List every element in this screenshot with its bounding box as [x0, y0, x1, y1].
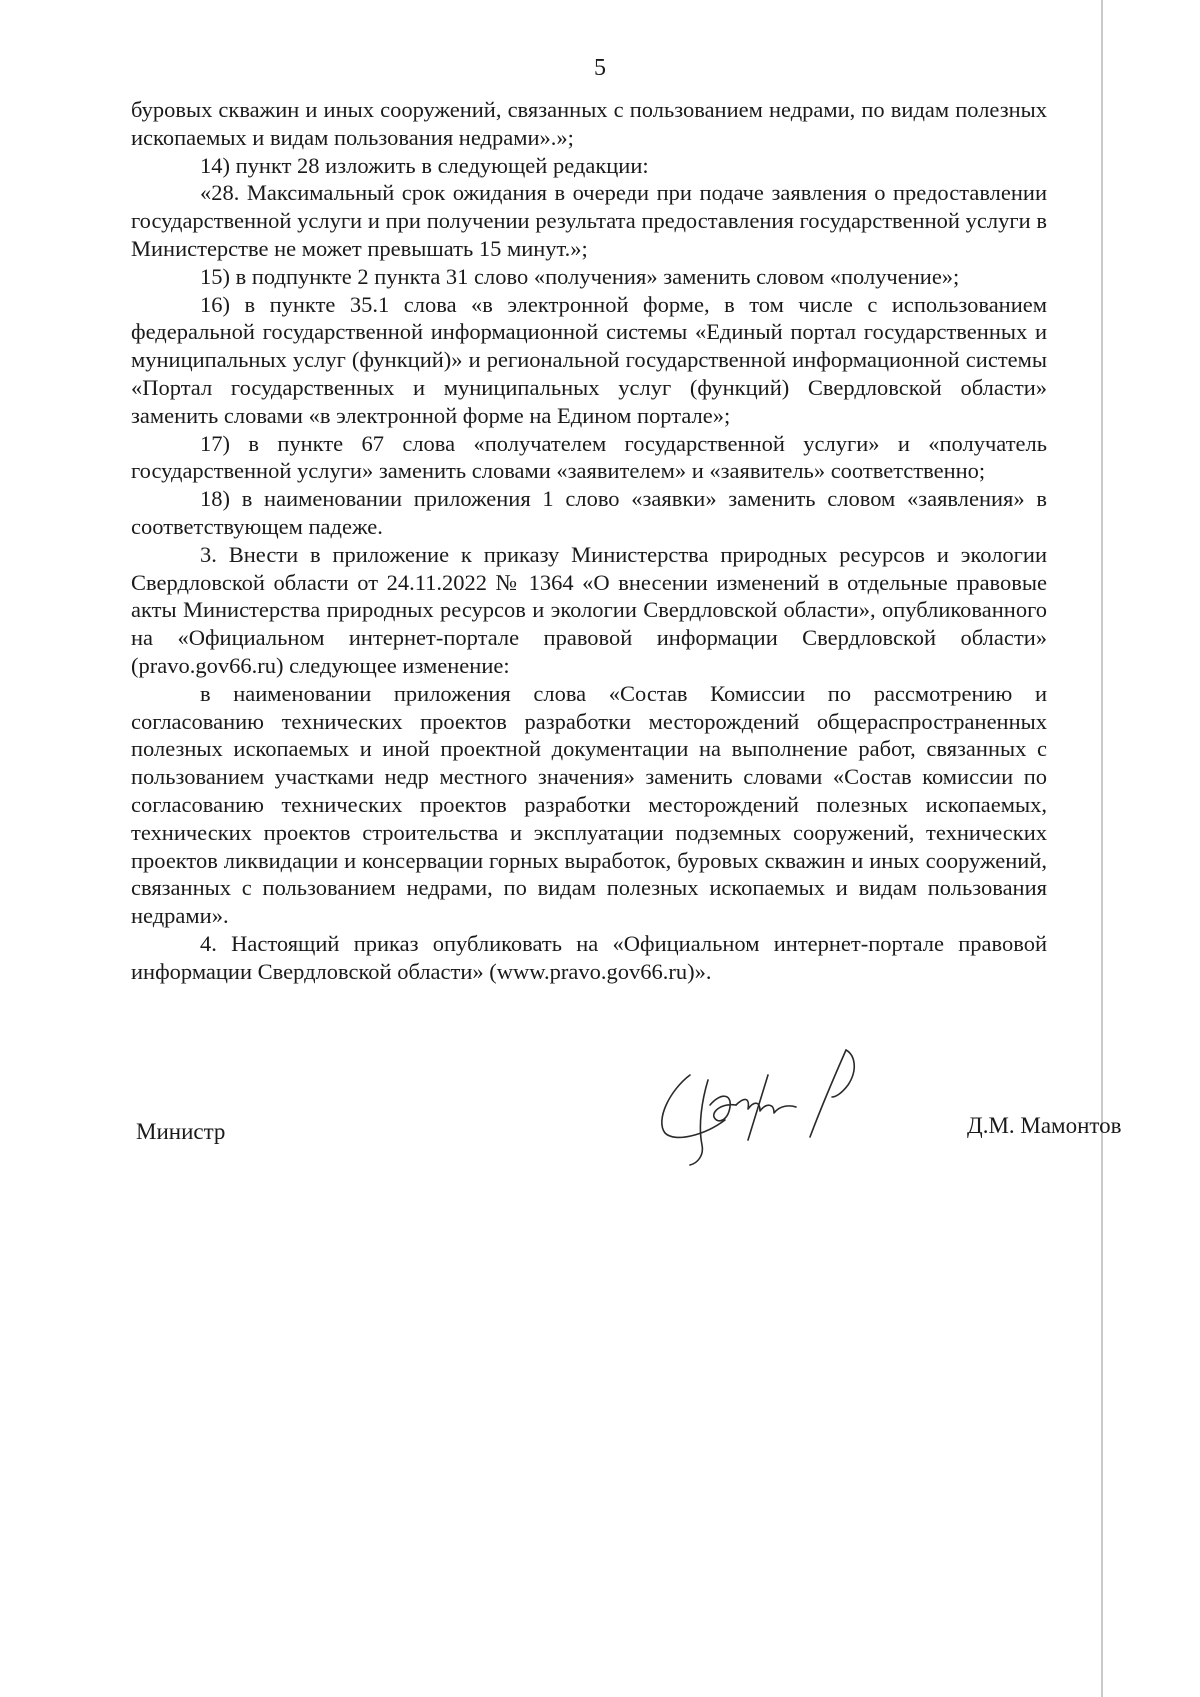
paragraph-item-16: 16) в пункте 35.1 слова «в электронной форме, в том числе с использованием федеральной государственной информационной системы «Единый портал государственных и муниципальных услуг (функций)» и региональной государственной информационной системы «Портал государственных и муниципальных услуг (функций) Свердловской области» заменить словами «в электронной форме на Едином портале»; [131, 291, 1047, 428]
scan-fold-line [1101, 0, 1103, 1697]
paragraph-item-28: «28. Максимальный срок ожидания в очереди при подаче заявления о предоставлении государственной услуги и при получении результата предоставления государственной услуги в Министерстве не может превышать 15 минут.»; [131, 180, 1047, 261]
paragraph-item-15: 15) в подпункте 2 пункта 31 слово «получения» заменить словом «получение»; [200, 263, 960, 289]
paragraph-continuation: буровых скважин и иных сооружений, связанных с пользованием недрами, по видам полезных ископаемых и видам пользования недрами».»; [131, 97, 1047, 150]
paragraph-section-4: 4. Настоящий приказ опубликовать на «Официальном интернет-портале правовой информации Свердловской области» (www.pravo.gov66.ru)». [131, 930, 1047, 984]
paragraph-item-14: 14) пункт 28 изложить в следующей редакции: [200, 152, 649, 178]
document-body [131, 96, 1047, 986]
page-number: 5 [594, 55, 606, 81]
handwritten-signature [650, 1045, 930, 1175]
signatory-title: Министр [136, 1119, 226, 1144]
paragraph-item-17: 17) в пункте 67 слова «получателем государственной услуги» и «получатель государственной услуги» заменить словами «заявителем» и «заявитель» соответственно; [131, 430, 1047, 484]
signature-block [0, 1045, 1200, 1175]
signatory-name: Д.М. Мамонтов [967, 1113, 1122, 1138]
paragraph-section-3: 3. Внести в приложение к приказу Министерства природных ресурсов и экологии Свердловской области от 24.11.2022 № 1364 «О внесении изменений в отдельные правовые акты Министерства природных ресурсов и экологии Свердловской области», опубликованного на «Официальном интернет-портале правовой информации Свердловской области» (pravo.gov66.ru) следующее изменение: [131, 541, 1047, 678]
paragraph-item-18: 18) в наименовании приложения 1 слово «заявки» заменить словом «заявления» в соответствующем падеже. [131, 486, 1047, 539]
paragraph-section-3-change: в наименовании приложения слова «Состав Комиссии по рассмотрению и согласованию технических проектов разработки месторождений общераспространенных полезных ископаемых и иной проектной документации на выполнение работ, связанных с пользованием участками недр местного значения» заменить словами «Состав комиссии по согласованию технических проектов разработки месторождений полезных ископаемых, технических проектов строительства и эксплуатации подземных сооружений, технических проектов ликвидации и консервации горных выработок, буровых скважин и иных сооружений, связанных с пользованием недрами, по видам полезных ископаемых и видам пользования недрами». [131, 680, 1047, 929]
